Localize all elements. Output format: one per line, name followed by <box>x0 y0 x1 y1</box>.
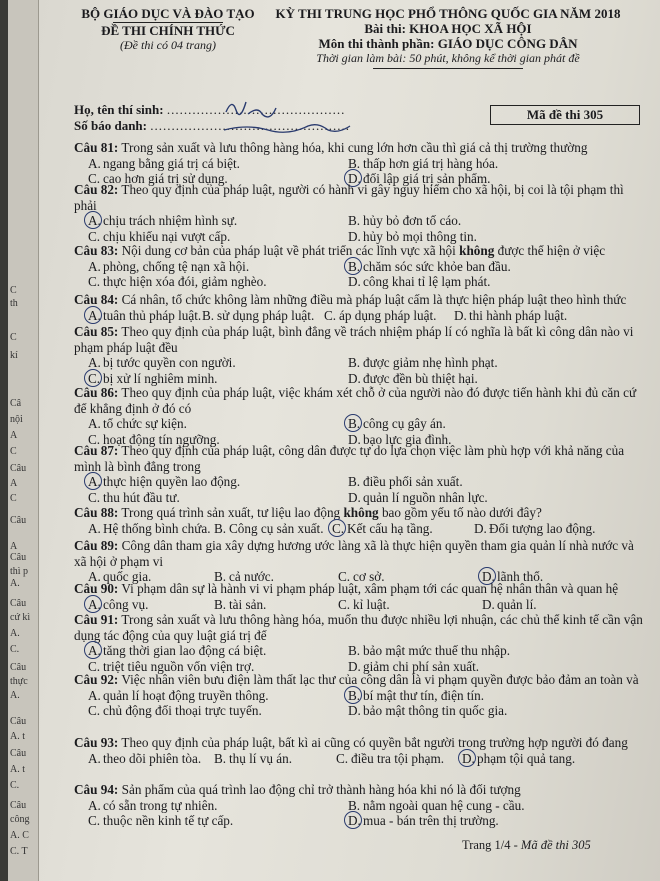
option-c[interactable] <box>88 371 217 387</box>
question-91 <box>74 612 644 674</box>
question-stem <box>74 443 644 474</box>
question-number: Câu 81: <box>74 140 119 155</box>
option-c[interactable] <box>88 703 262 719</box>
question-stem <box>74 243 644 259</box>
previous-page-fragment: C <box>10 493 17 504</box>
option-letter: D. <box>348 228 361 244</box>
question-stem <box>74 612 644 643</box>
question-text: Trong sản xuất và lưu thông hàng hóa, khi cung lớn hơn cầu thì giá cả thị trường thường <box>121 140 588 155</box>
option-letter: B. <box>202 307 215 323</box>
question-stem <box>74 292 644 308</box>
option-letter: A. <box>88 687 101 703</box>
option-letter: B. <box>214 750 227 766</box>
option-a[interactable] <box>88 798 217 814</box>
option-c[interactable] <box>88 490 180 506</box>
previous-page-fragment: công <box>10 814 30 825</box>
option-a[interactable] <box>88 213 237 229</box>
option-b[interactable] <box>348 416 446 432</box>
previous-page-fragment: C. <box>10 644 20 655</box>
option-text: công cụ gây án. <box>363 416 446 431</box>
page-count-note: (Đề thi có 04 trang) <box>120 38 216 52</box>
option-a[interactable] <box>88 474 240 490</box>
option-a[interactable] <box>88 156 240 172</box>
option-text: chủ động đối thoại trực tuyến. <box>103 703 262 718</box>
option-text: cơ sở. <box>353 569 385 584</box>
option-text: Đối tượng lao động. <box>489 520 596 536</box>
option-d[interactable] <box>348 490 488 506</box>
option-letter: A. <box>88 258 101 274</box>
question-stem <box>74 182 644 213</box>
option-b[interactable] <box>348 688 484 704</box>
previous-page-fragment: C <box>10 285 17 296</box>
candidate-id-field[interactable]: ............................................... <box>150 118 350 133</box>
option-text: quản lí hoạt động truyền thông. <box>103 687 269 703</box>
official-label: ĐỀ THI CHÍNH THỨC <box>101 23 235 38</box>
option-text: tổ chức sự kiện. <box>103 416 187 431</box>
option-text: quản lí nguồn nhân lực. <box>363 489 488 505</box>
option-a[interactable] <box>88 521 211 537</box>
option-letter: C. <box>88 703 101 718</box>
option-c[interactable] <box>338 597 390 613</box>
previous-page-fragment: Câu <box>10 716 27 727</box>
previous-page-fragment: Câ <box>10 398 22 409</box>
option-letter: A. <box>88 474 101 489</box>
option-text: chịu trách nhiệm hình sự. <box>103 213 238 228</box>
option-b[interactable] <box>348 156 498 172</box>
option-letter: C. <box>332 520 345 536</box>
previous-page-fragment: A <box>10 430 18 441</box>
question-text: Theo quy định của pháp luật, bình đẳng về trách nhiệm pháp lí có nghĩa là bất kì công dân nào vi phạm pháp luật đều <box>74 324 634 355</box>
question-text-emphasis: không <box>459 243 495 258</box>
previous-page-fragment: A. t <box>10 731 25 742</box>
option-letter: C. <box>88 813 101 828</box>
question-number: Câu 84: <box>74 292 119 307</box>
option-letter: B. <box>348 416 361 431</box>
candidate-id-label: Số báo danh: <box>74 118 147 133</box>
option-d[interactable] <box>348 703 507 719</box>
option-text: chịu khiếu nại vượt cấp. <box>103 228 231 244</box>
answer-options <box>74 798 644 829</box>
option-letter: D. <box>348 813 361 828</box>
answer-options <box>74 597 644 613</box>
question-text: Theo quy định của pháp luật, việc khám xét chỗ ở của người nào đó được tiến hành khi đủ căn cứ để khẳng định ở đó có <box>74 385 637 416</box>
header-left <box>78 6 258 53</box>
option-letter: C. <box>88 489 101 505</box>
option-letter: A. <box>88 569 101 584</box>
question-text: Sản phẩm của quá trình lao động chỉ trở thành hàng hóa khi nó là đối tượng <box>121 782 521 797</box>
option-text: thụ lí vụ án. <box>229 750 293 766</box>
option-letter: A. <box>88 307 101 323</box>
option-letter: C. <box>88 370 101 386</box>
option-text: Hệ thống bình chứa. <box>103 520 211 536</box>
question-number: Câu 89: <box>74 538 119 553</box>
question-88 <box>74 505 644 537</box>
header-right <box>268 6 628 69</box>
option-letter: A. <box>88 355 101 370</box>
option-b[interactable] <box>202 308 314 324</box>
answer-options <box>74 308 644 324</box>
option-c[interactable] <box>336 751 444 767</box>
option-text: áp dụng pháp luật. <box>339 307 437 323</box>
option-text: công khai tỉ lệ lạm phát. <box>363 274 491 289</box>
option-b[interactable] <box>348 213 461 229</box>
exam-code-box: Mã đề thi 305 <box>490 105 640 125</box>
option-text: triệt tiêu nguồn vốn viện trợ. <box>103 658 255 674</box>
option-text: điều tra tội phạm. <box>351 750 445 766</box>
previous-page-fragment: A. t <box>10 764 25 775</box>
option-letter: C. <box>88 171 101 186</box>
option-d[interactable] <box>474 521 595 537</box>
option-letter: D. <box>348 370 361 386</box>
option-letter: D. <box>462 750 475 766</box>
question-stem <box>74 324 644 355</box>
option-letter: B. <box>348 155 361 171</box>
option-c[interactable] <box>324 308 436 324</box>
option-text: bảo mật thông tin quốc gia. <box>363 703 508 718</box>
answer-options <box>74 751 644 767</box>
option-text: nằm ngoài quan hệ cung - cầu. <box>363 797 525 813</box>
question-86 <box>74 385 644 447</box>
option-b[interactable] <box>214 521 324 537</box>
option-letter: A. <box>88 643 101 658</box>
question-stem <box>74 672 644 688</box>
option-text: cả nước. <box>229 569 274 584</box>
ministry-name: BỘ GIÁO DỤC VÀ ĐÀO TẠO <box>81 6 255 21</box>
question-81 <box>74 140 644 187</box>
option-text: ngang bằng giá trị cá biệt. <box>103 155 240 171</box>
option-letter: C. <box>88 658 101 674</box>
option-a[interactable] <box>88 259 249 275</box>
question-93 <box>74 735 644 767</box>
answer-options <box>74 213 644 244</box>
question-text: Theo quy định của pháp luật, bất kì ai cũng có quyền bắt người trong trường hợp người đó đang <box>121 735 628 750</box>
option-letter: B. <box>348 355 361 370</box>
option-text: công vụ. <box>103 596 149 612</box>
previous-page-fragment: Câu <box>10 800 27 811</box>
question-text: Trong sản xuất và lưu thông hàng hóa, muốn thu được nhiều lợi nhuận, các chủ thể kinh tế cần vận dụng tác động của quy luật giá trị để <box>74 612 643 643</box>
option-letter: D. <box>482 569 495 584</box>
option-b[interactable] <box>348 259 511 275</box>
option-d[interactable] <box>482 597 537 613</box>
option-text: kỉ luật. <box>353 596 390 612</box>
question-number: Câu 91: <box>74 612 119 627</box>
question-85 <box>74 324 644 386</box>
previous-page-fragment: A. <box>10 628 20 639</box>
option-text: bị tước quyền con người. <box>103 355 236 370</box>
option-a[interactable] <box>88 751 201 767</box>
previous-page-fragment: A <box>10 541 18 552</box>
question-number: Câu 92: <box>74 672 119 687</box>
option-c[interactable] <box>332 521 433 537</box>
question-number: Câu 86: <box>74 385 119 400</box>
question-text-part: Trong quá trình sản xuất, tư liệu lao động <box>121 505 344 520</box>
option-text: điều phối sản xuất. <box>363 474 463 489</box>
question-stem <box>74 385 644 416</box>
subject-name: Môn thi thành phần: GIÁO DỤC CÔNG DÂN <box>318 36 578 51</box>
option-letter: A. <box>88 213 101 228</box>
option-letter: A. <box>88 520 101 536</box>
option-text: bạo lực gia đình. <box>363 431 452 447</box>
previous-page-strip <box>8 0 39 881</box>
option-d[interactable] <box>348 371 478 387</box>
question-87 <box>74 443 644 505</box>
previous-page-fragment: nội <box>10 414 23 425</box>
option-letter: D. <box>348 274 361 289</box>
page-number: Trang 1/4 - <box>462 838 521 852</box>
time-note: Thời gian làm bài: 50 phút, không kể thời gian phát đề <box>316 51 580 65</box>
question-stem <box>74 140 644 156</box>
question-number: Câu 94: <box>74 782 119 797</box>
option-text: tuân thủ pháp luật. <box>103 307 202 323</box>
option-text: được đền bù thiệt hại. <box>363 370 478 386</box>
previous-page-fragment: C. <box>10 780 20 791</box>
option-text: hủy bỏ đơn tố cáo. <box>363 213 462 228</box>
option-text: mua - bán trên thị trường. <box>363 813 499 828</box>
option-text: Kết cấu hạ tầng. <box>347 520 433 536</box>
exam-sheet <box>8 0 660 881</box>
question-stem <box>74 505 644 521</box>
option-text: thực hiện xóa đói, giảm nghèo. <box>103 274 267 289</box>
option-letter: D. <box>348 703 361 718</box>
previous-page-fragment: thực <box>10 676 28 687</box>
answer-options <box>74 521 644 537</box>
option-text: hoạt động tín ngưỡng. <box>103 431 220 447</box>
option-letter: B. <box>348 258 361 274</box>
question-text: Theo quy định của pháp luật, người có hành vi gây nguy hiểm cho xã hội, bị coi là tội phạm thì phải <box>74 182 624 213</box>
previous-page-fragment: C <box>10 446 17 457</box>
header-underline <box>373 68 523 69</box>
question-text-part: được thể hiện ở việc <box>494 243 606 258</box>
previous-page-fragment: Câu <box>10 515 27 526</box>
option-letter: B. <box>348 687 361 703</box>
question-83 <box>74 243 644 290</box>
answer-options <box>74 643 644 674</box>
option-text: sử dụng pháp luật. <box>217 307 315 323</box>
option-a[interactable] <box>88 308 201 324</box>
option-text: tăng thời gian lao động cá biệt. <box>103 643 267 658</box>
previous-page-fragment: Câu <box>10 552 27 563</box>
previous-page-fragment: A. <box>10 690 20 701</box>
answer-options <box>74 355 644 386</box>
question-text: Công dân tham gia xây dựng hương ước làng xã là thực hiện quyền tham gia quản lí nhà nước và xã hội ở phạm vi <box>74 538 634 569</box>
question-text: Theo quy định của pháp luật, công dân được tự do lựa chọn việc làm phù hợp với khả năng của mình là bình đẳng trong <box>74 443 625 474</box>
option-text: phòng, chống tệ nạn xã hội. <box>103 258 250 274</box>
question-text-part: bao gồm yếu tố nào dưới đây? <box>378 505 542 520</box>
footer-exam-code: Mã đề thi 305 <box>520 838 591 852</box>
option-text: Công cụ sản xuất. <box>229 520 324 536</box>
option-text: bảo mật mức thuế thu nhập. <box>363 643 511 658</box>
option-letter: D. <box>348 171 361 186</box>
option-letter: B. <box>348 474 361 489</box>
option-letter: A. <box>88 596 101 612</box>
option-text: bí mật thư tín, điện tín. <box>363 687 485 703</box>
option-letter: C. <box>338 596 351 612</box>
question-text-emphasis: không <box>343 505 379 520</box>
question-number: Câu 85: <box>74 324 119 339</box>
question-90 <box>74 581 644 613</box>
candidate-name-field[interactable]: .......................................... <box>166 102 346 117</box>
question-92 <box>74 672 644 719</box>
option-text: quản lí. <box>497 596 537 612</box>
option-text: tài sản. <box>229 596 267 612</box>
previous-page-fragment: A. C <box>10 830 29 841</box>
option-letter: B. <box>348 213 361 228</box>
option-letter: C. <box>88 431 101 447</box>
question-number: Câu 82: <box>74 182 119 197</box>
option-text: bị xử lí nghiêm minh. <box>103 370 218 386</box>
previous-page-fragment: Câu <box>10 463 27 474</box>
option-c[interactable] <box>88 229 230 245</box>
option-text: cao hơn giá trị sử dụng. <box>103 171 228 186</box>
question-number: Câu 88: <box>74 505 119 520</box>
option-text: theo dõi phiên tòa. <box>103 750 202 766</box>
option-letter: C. <box>338 569 351 584</box>
option-text: lãnh thổ. <box>497 569 544 584</box>
option-d[interactable] <box>454 308 567 324</box>
previous-page-fragment: th <box>10 298 18 309</box>
question-stem <box>74 782 644 798</box>
question-number: Câu 87: <box>74 443 119 458</box>
previous-page-fragment: Câu <box>10 598 27 609</box>
option-text: chăm sóc sức khỏe ban đầu. <box>363 258 511 274</box>
option-letter: A. <box>88 797 101 813</box>
option-a[interactable] <box>88 355 236 371</box>
question-stem <box>74 538 644 569</box>
option-letter: D. <box>348 489 361 505</box>
question-number: Câu 83: <box>74 243 119 258</box>
page-footer <box>462 838 591 853</box>
option-letter: D. <box>348 431 361 447</box>
option-d[interactable] <box>348 229 477 245</box>
option-letter: C. <box>336 750 349 766</box>
previous-page-fragment: A. <box>10 578 20 589</box>
option-a[interactable] <box>88 597 148 613</box>
option-c[interactable] <box>88 274 267 290</box>
option-a[interactable] <box>88 643 266 659</box>
question-stem <box>74 581 644 597</box>
option-b[interactable] <box>348 798 525 814</box>
option-letter: D. <box>454 307 467 323</box>
option-b[interactable] <box>214 597 266 613</box>
option-a[interactable] <box>88 416 187 432</box>
option-letter: D. <box>474 520 487 536</box>
option-c[interactable] <box>88 813 233 829</box>
option-text: quốc gia. <box>103 569 152 584</box>
option-letter: B. <box>348 643 361 658</box>
question-text: Cá nhân, tổ chức không làm những điều mà pháp luật cấm là thực hiện pháp luật theo hình thức <box>121 292 627 307</box>
option-text: thi hành pháp luật. <box>469 307 568 323</box>
previous-page-fragment: thì p <box>10 566 29 577</box>
option-text: thực hiện quyền lao động. <box>103 474 241 489</box>
option-b[interactable] <box>214 751 292 767</box>
option-letter: D. <box>482 596 495 612</box>
option-text: được giảm nhẹ hình phạt. <box>363 355 498 370</box>
option-b[interactable] <box>348 355 498 371</box>
question-84 <box>74 292 644 324</box>
question-number: Câu 93: <box>74 735 119 750</box>
option-letter: B. <box>214 596 227 612</box>
option-letter: A. <box>88 416 101 431</box>
answer-options <box>74 474 644 505</box>
option-letter: A. <box>88 155 101 171</box>
option-text: giảm chi phí sản xuất. <box>363 658 480 674</box>
previous-page-fragment: cứ kì <box>10 612 31 623</box>
exam-title: KỲ THI TRUNG HỌC PHỔ THÔNG QUỐC GIA NĂM 2018 <box>275 6 621 21</box>
option-text: đối lập giá trị sản phẩm. <box>363 171 491 186</box>
previous-page-fragment: Câu <box>10 748 27 759</box>
option-letter: C. <box>88 274 101 289</box>
answer-options <box>74 688 644 719</box>
answer-options <box>74 259 644 290</box>
option-d[interactable] <box>348 813 499 829</box>
option-b[interactable] <box>348 643 510 659</box>
option-d[interactable] <box>348 274 490 290</box>
previous-page-fragment: Câu <box>10 662 27 673</box>
option-text: thấp hơn giá trị hàng hóa. <box>363 155 499 171</box>
candidate-name-label: Họ, tên thí sinh: <box>74 102 164 117</box>
question-94 <box>74 782 644 829</box>
option-letter: C. <box>88 228 101 244</box>
option-text: thuộc nền kinh tế tự cấp. <box>103 813 234 828</box>
option-d[interactable] <box>462 751 575 767</box>
previous-page-fragment: A <box>10 478 18 489</box>
handwriting-signature <box>218 92 388 138</box>
question-text-part: Nội dung cơ bản của pháp luật về phát triển các lĩnh vực xã hội <box>121 243 460 258</box>
question-number: Câu 90: <box>74 581 119 596</box>
question-89 <box>74 538 644 585</box>
option-letter: C. <box>324 307 337 323</box>
question-stem <box>74 735 644 751</box>
option-letter: B. <box>348 797 361 813</box>
option-text: hủy bỏ mọi thông tin. <box>363 228 477 244</box>
option-text: thu hút đầu tư. <box>103 489 180 505</box>
option-letter: B. <box>214 520 227 536</box>
option-letter: A. <box>88 750 101 766</box>
previous-page-fragment: kí <box>10 350 18 361</box>
option-b[interactable] <box>348 474 463 490</box>
option-letter: B. <box>214 569 227 584</box>
question-text: Việc nhân viên bưu điện làm thất lạc thư của công dân là vi phạm quyền được bảo đảm an toàn và <box>121 672 639 687</box>
option-text: có sẵn trong tự nhiên. <box>103 797 218 813</box>
question-82 <box>74 182 644 244</box>
test-name: Bài thi: KHOA HỌC XÃ HỘI <box>364 21 532 36</box>
option-text: phạm tội quả tang. <box>477 750 576 766</box>
previous-page-fragment: C. T <box>10 846 28 857</box>
option-a[interactable] <box>88 688 269 704</box>
option-letter: D. <box>348 658 361 674</box>
question-text: Vi phạm dân sự là hành vi vi phạm pháp luật, xâm phạm tới các quan hệ nhân thân và quan hệ <box>121 581 619 596</box>
previous-page-fragment: C <box>10 332 17 343</box>
